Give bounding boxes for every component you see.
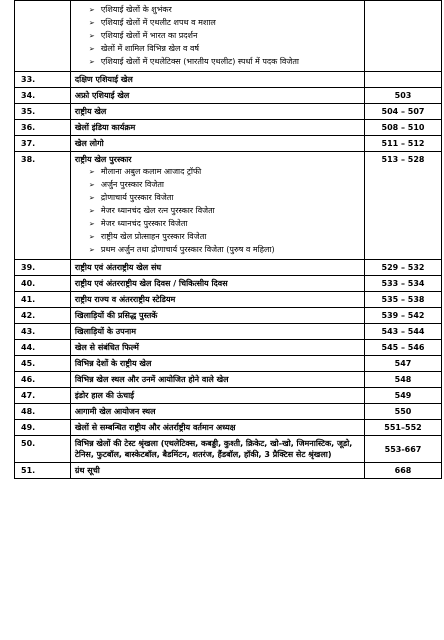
row-title: खेलों इंडिया कार्यक्रम — [70, 120, 364, 136]
row-page: 504 – 507 — [365, 104, 442, 120]
table-row — [15, 308, 442, 324]
table-row — [15, 356, 442, 372]
row-number: 33. — [15, 72, 71, 88]
row-page: 553-667 — [365, 436, 442, 463]
table-row — [15, 120, 442, 136]
row-number: 40. — [15, 276, 71, 292]
bullet-item: ➢ एशियाई खेलों में एथलेटिक्स (भारतीय एथलीट) स्पर्धा में पदक विजेता — [101, 56, 360, 68]
row-number: 47. — [15, 388, 71, 404]
row-title: खिलाड़ियों की प्रसिद्ध पुस्तकें — [70, 308, 364, 324]
bullet-item: ➢ अर्जुन पुरस्कार विजेता — [101, 179, 360, 191]
row-page: 668 — [365, 463, 442, 479]
row-page: 533 – 534 — [365, 276, 442, 292]
row-page: 545 – 546 — [365, 340, 442, 356]
table-row — [15, 372, 442, 388]
row-title: विभिन्न देशों के राष्ट्रीय खेल — [70, 356, 364, 372]
bullet-item: ➢ मेजर ध्यानचंद पुरस्कार विजेता — [101, 218, 360, 230]
row-number: 50. — [15, 436, 71, 463]
table-row — [15, 324, 442, 340]
table-row — [15, 420, 442, 436]
row-page: 547 — [365, 356, 442, 372]
row-title: राष्ट्रीय एवं अंतराष्ट्रीय खेल संघ — [70, 260, 364, 276]
row-page: 508 – 510 — [365, 120, 442, 136]
bullet-list — [75, 4, 360, 68]
row-title: ग्रंथ सूची — [70, 463, 364, 479]
bullet-item: ➢ मौलाना अबुल कलाम आजाद ट्रॉफी — [101, 166, 360, 178]
row-page: 551–552 — [365, 420, 442, 436]
row-number: 45. — [15, 356, 71, 372]
table-row — [15, 136, 442, 152]
row-page: 503 — [365, 88, 442, 104]
bullet-item: ➢ खेलों में शामिल विभिन्न खेल व वर्ष — [101, 43, 360, 55]
row-title: इंडोर हाल की ऊंचाई — [70, 388, 364, 404]
bullet-list — [75, 166, 360, 256]
row-number: 37. — [15, 136, 71, 152]
row-title-text: राष्ट्रीय खेल पुरस्कार — [74, 155, 132, 164]
row-number: 39. — [15, 260, 71, 276]
row-title: अफ्रो एशियाई खेल — [70, 88, 364, 104]
row-page: 539 – 542 — [365, 308, 442, 324]
row-number: 44. — [15, 340, 71, 356]
bullet-item: ➢ मेजर ध्यानचंद खेल रत्न पुरस्कार विजेता — [101, 205, 360, 217]
row-page: 543 – 544 — [365, 324, 442, 340]
bullet-item: ➢ एशियाई खेलों में भारत का प्रदर्शन — [101, 30, 360, 42]
table-row — [15, 1, 442, 72]
table-row — [15, 463, 442, 479]
row-title: राष्ट्रीय राज्य व अंतरराष्ट्रीय स्टेडियम — [70, 292, 364, 308]
row-title: खिलाड़ियों के उपनाम — [70, 324, 364, 340]
bullet-item: ➢ द्रोणाचार्य पुरस्कार विजेता — [101, 192, 360, 204]
row-number: 46. — [15, 372, 71, 388]
row-number: 43. — [15, 324, 71, 340]
row-number: 51. — [15, 463, 71, 479]
row-title: दक्षिण एशियाई खेल — [70, 72, 364, 88]
row-page: 529 – 532 — [365, 260, 442, 276]
row-page: 535 – 538 — [365, 292, 442, 308]
bullet-item: ➢ एशियाई खेलों के शुभंकर — [101, 4, 360, 16]
row-number: 49. — [15, 420, 71, 436]
row-page: 548 — [365, 372, 442, 388]
table-row — [15, 388, 442, 404]
table-row — [15, 260, 442, 276]
row-page: 513 – 528 — [365, 152, 442, 260]
row-number: 35. — [15, 104, 71, 120]
table-row — [15, 292, 442, 308]
row-title: आगामी खेल आयोजन स्थल — [70, 404, 364, 420]
row-page: 549 — [365, 388, 442, 404]
bullet-item: ➢ राष्ट्रीय खेल प्रोत्साहन पुरस्कार विजेता — [101, 231, 360, 243]
row-page: 550 — [365, 404, 442, 420]
bullet-item: ➢ एशियाई खेलों में एथलीट शपथ व मशाल — [101, 17, 360, 29]
table-row — [15, 104, 442, 120]
table-row — [15, 152, 442, 260]
row-page — [365, 1, 442, 72]
row-title: विभिन्न खेल स्थल और उनमें आयोजित होने वाले खेल — [70, 372, 364, 388]
row-title — [70, 152, 364, 260]
row-title: राष्ट्रीय खेल — [70, 104, 364, 120]
row-number — [15, 1, 71, 72]
row-number: 41. — [15, 292, 71, 308]
row-title — [70, 1, 364, 72]
table-row — [15, 404, 442, 420]
table-row — [15, 88, 442, 104]
table-of-contents — [14, 0, 442, 479]
table-row — [15, 340, 442, 356]
bullet-item: ➢ प्रथम अर्जुन तथा द्रोणाचार्य पुरस्कार विजेता (पुरुष व महिला) — [101, 244, 360, 256]
row-title: खेल लोगो — [70, 136, 364, 152]
table-row — [15, 276, 442, 292]
row-title: विभिन्न खेलों की टेस्ट श्रृंखला (एथलेटिक्स, कबड्डी, कुश्ती, क्रिकेट, खो-खो, जिमनास्टिक, जूडो, टेनिस, फुटबॉल, बास्केटबॉल, बैडमिंटन, शतरंज, हैंडबॉल, हॉकी, 3 प्रैक्टिस सेट श्रृंखला) — [70, 436, 364, 463]
table-row — [15, 436, 442, 463]
row-page: 511 – 512 — [365, 136, 442, 152]
row-page — [365, 72, 442, 88]
row-title: खेल से संबंधित फिल्में — [70, 340, 364, 356]
row-title: राष्ट्रीय एवं अंतरराष्ट्रीय खेल दिवस / चिकित्सीय दिवस — [70, 276, 364, 292]
row-number: 36. — [15, 120, 71, 136]
table-row — [15, 72, 442, 88]
row-number: 48. — [15, 404, 71, 420]
row-number: 34. — [15, 88, 71, 104]
row-number: 42. — [15, 308, 71, 324]
row-title: खेलों से सम्बन्धित राष्ट्रीय और अंतर्राष्ट्रीय वर्तमान अध्यक्ष — [70, 420, 364, 436]
row-number: 38. — [15, 152, 71, 260]
